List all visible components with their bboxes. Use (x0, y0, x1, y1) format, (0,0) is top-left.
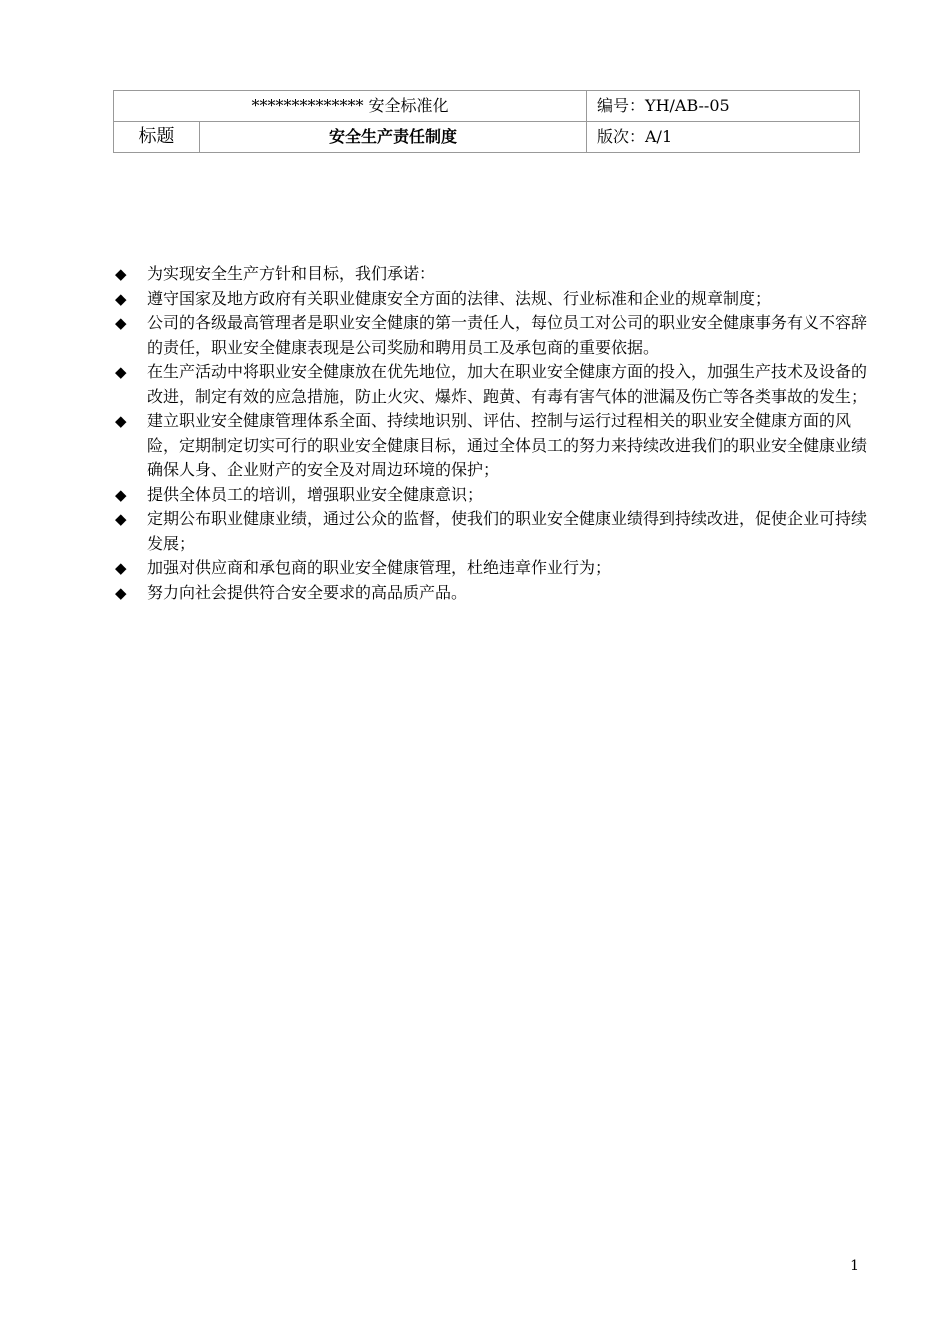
document-header-table (113, 90, 860, 153)
list-item (113, 287, 873, 312)
list-item (113, 507, 873, 556)
diamond-bullet-icon: ◆ (115, 363, 127, 381)
diamond-bullet-icon: ◆ (115, 289, 127, 308)
diamond-bullet-icon: ◆ (115, 485, 127, 504)
list-item-text: 公司的各级最高管理者是职业安全健康的第一责任人，每位员工对公司的职业安全健康事务有义不容辞的责任，职业安全健康表现是公司奖励和聘用员工及承包商的重要依据。 (147, 313, 868, 357)
header-row-1 (114, 91, 860, 122)
version-cell: 版次：A/1 (587, 122, 860, 153)
org-standard-cell: ************** 安全标准化 (114, 91, 587, 122)
commitment-list (113, 262, 873, 605)
diamond-bullet-icon: ◆ (115, 412, 127, 430)
header-row-2 (114, 122, 860, 153)
title-label-cell: 标题 (114, 122, 200, 153)
page-number: 1 (850, 1258, 859, 1274)
list-item-text: 为实现安全生产方针和目标，我们承诺： (147, 264, 436, 283)
diamond-bullet-icon: ◆ (115, 559, 127, 577)
diamond-bullet-icon: ◆ (115, 265, 127, 283)
list-item (113, 360, 873, 409)
list-item (113, 262, 873, 287)
list-item (113, 556, 873, 581)
list-item (113, 483, 873, 508)
list-item-text: 建立职业安全健康管理体系全面、持续地识别、评估、控制与运行过程相关的职业安全健康方面的风险，定期制定切实可行的职业安全健康目标，通过全体员工的努力来持续改进我们的职业安全健康业绩确保人身、企业财产的安全及对周边环境的保护； (147, 411, 868, 479)
list-item (113, 409, 873, 483)
list-item-text: 加强对供应商和承包商的职业安全健康管理，杜绝违章作业行为； (147, 558, 612, 577)
diamond-bullet-icon: ◆ (115, 510, 127, 528)
list-item-text: 努力向社会提供符合安全要求的高品质产品。 (147, 582, 468, 602)
diamond-bullet-icon: ◆ (115, 314, 127, 332)
diamond-bullet-icon: ◆ (115, 583, 127, 602)
list-item-text: 提供全体员工的培训，增强职业安全健康意识； (147, 484, 484, 504)
list-item-text: 定期公布职业健康业绩，通过公众的监督，使我们的职业安全健康业绩得到持续改进，促使企业可持续发展； (147, 509, 868, 553)
list-item (113, 581, 873, 606)
list-item-text: 遵守国家及地方政府有关职业健康安全方面的法律、法规、行业标准和企业的规章制度； (147, 288, 772, 308)
list-item (113, 311, 873, 360)
document-title-cell: 安全生产责任制度 (200, 122, 587, 153)
list-item-text: 在生产活动中将职业安全健康放在优先地位，加大在职业安全健康方面的投入，加强生产技术及设备的改进，制定有效的应急措施，防止火灾、爆炸、跑黄、有毒有害气体的泄漏及伤亡等各类事故的发生； (147, 362, 868, 406)
document-code-cell: 编号：YH/AB--05 (587, 91, 860, 122)
